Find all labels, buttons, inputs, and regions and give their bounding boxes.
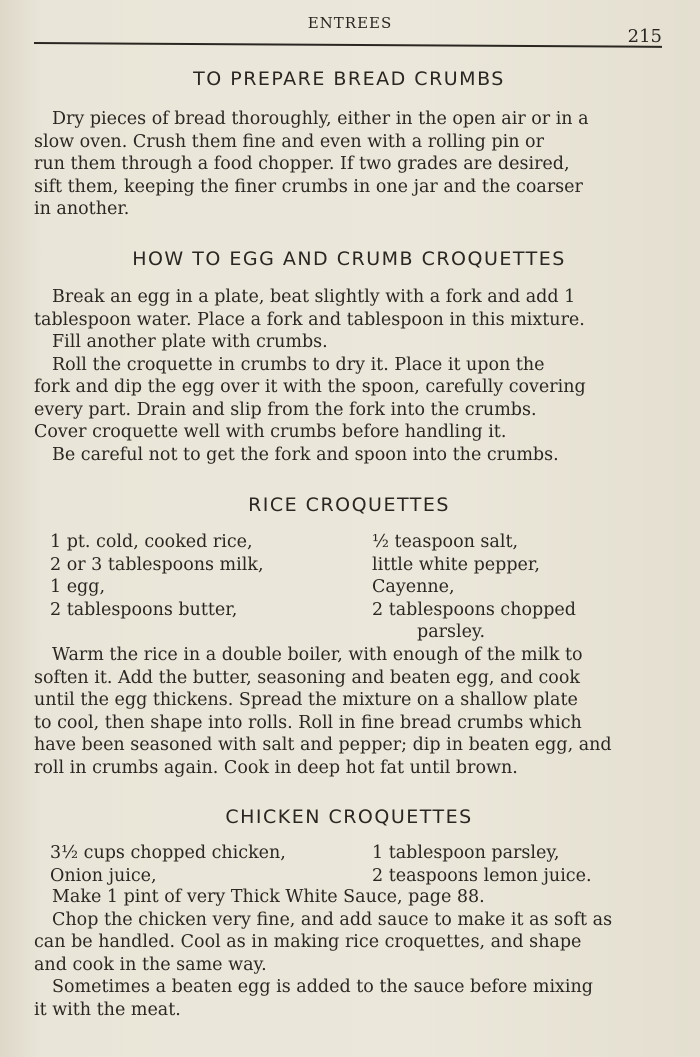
text-line: it with the meat. [34,999,181,1020]
section-title-chicken: CHICKEN CROQUETTES [225,806,473,828]
running-head: ENTREES [307,14,393,32]
text-line: Roll the croquette in crumbs to dry it. Place it upon the [52,354,545,375]
ingredient: ½ teaspoon salt, [372,532,519,552]
text-line: run them through a food chopper. If two grades are desired, [34,154,570,174]
ingredient: 2 tablespoons butter, [50,599,238,620]
text-line: Cover croquette well with crumbs before handling it. [34,422,507,442]
bread-crumbs-text [34,108,664,221]
section-title-egg-crumb: HOW TO EGG AND CRUMB CROQUETTES [132,248,566,270]
text-line: fork and dip the egg over it with the spoon, carefully covering [34,377,586,397]
text-line: Be careful not to get the fork and spoon into the crumbs. [52,444,559,465]
text-line: can be handled. Cool as in making rice croquettes, and shape [34,932,582,952]
text-line: tablespoon water. Place a fork and tablespoon in this mixture. [34,309,585,330]
text-line: roll in crumbs again. Cook in deep hot fat until brown. [34,757,518,778]
ingredient: Cayenne, [372,577,455,598]
text-line: Dry pieces of bread thoroughly, either in the open air or in a [52,109,589,129]
text-line: to cool, then shape into rolls. Roll in fine bread crumbs which [34,712,582,733]
text-line: slow oven. Crush them fine and even with a rolling pin or [34,131,544,152]
text-line: soften it. Add the butter, seasoning and beaten egg, and cook [34,667,580,688]
text-line: Chop the chicken very fine, and add sauce to make it as soft as [52,909,613,930]
ingredient: parsley. [417,622,486,643]
text-line: Warm the rice in a double boiler, with enough of the milk to [52,645,583,665]
text-line: Sometimes a beaten egg is added to the sauce before mixing [52,977,593,997]
chicken-method-text [34,886,664,1021]
ingredient: 3½ cups chopped chicken, [50,843,286,863]
ingredient: 1 pt. cold, cooked rice, [50,532,253,552]
text-line: Fill another plate with crumbs. [52,332,328,352]
text-line: in another. [34,199,130,219]
page-number: 215 [627,26,662,47]
section-title-rice: RICE CROQUETTES [248,494,450,516]
chicken-ingredients-left [50,842,286,887]
ingredient: Onion juice, [50,865,157,886]
text-line: until the egg thickens. Spread the mixture on a shallow plate [34,690,578,710]
text-line: sift them, keeping the finer crumbs in one jar and the coarser [34,176,583,197]
rice-ingredients-left [50,531,264,621]
chicken-ingredients-right [372,842,592,887]
ingredient: 1 egg, [50,577,106,598]
egg-crumb-text [34,286,664,466]
section-title-bread-crumbs: TO PREPARE BREAD CRUMBS [193,68,505,90]
text-line: Make 1 pint of very Thick White Sauce, page 88. [52,887,485,907]
text-line: every part. Drain and slip from the fork into the crumbs. [34,399,537,420]
ingredient: 2 teaspoons lemon juice. [372,865,592,886]
ingredient: 2 or 3 tablespoons milk, [50,554,264,575]
text-line: and cook in the same way. [34,954,267,975]
ingredient: little white pepper, [372,554,540,575]
text-line: have been seasoned with salt and pepper; dip in beaten egg, and [34,735,612,755]
header-rule [34,42,662,48]
rice-method-text [34,644,664,779]
text-line: Break an egg in a plate, beat slightly with a fork and add 1 [52,287,576,307]
rice-ingredients-right [372,531,576,644]
ingredient: 2 tablespoons chopped [372,599,576,620]
ingredient: 1 tablespoon parsley, [372,843,560,863]
